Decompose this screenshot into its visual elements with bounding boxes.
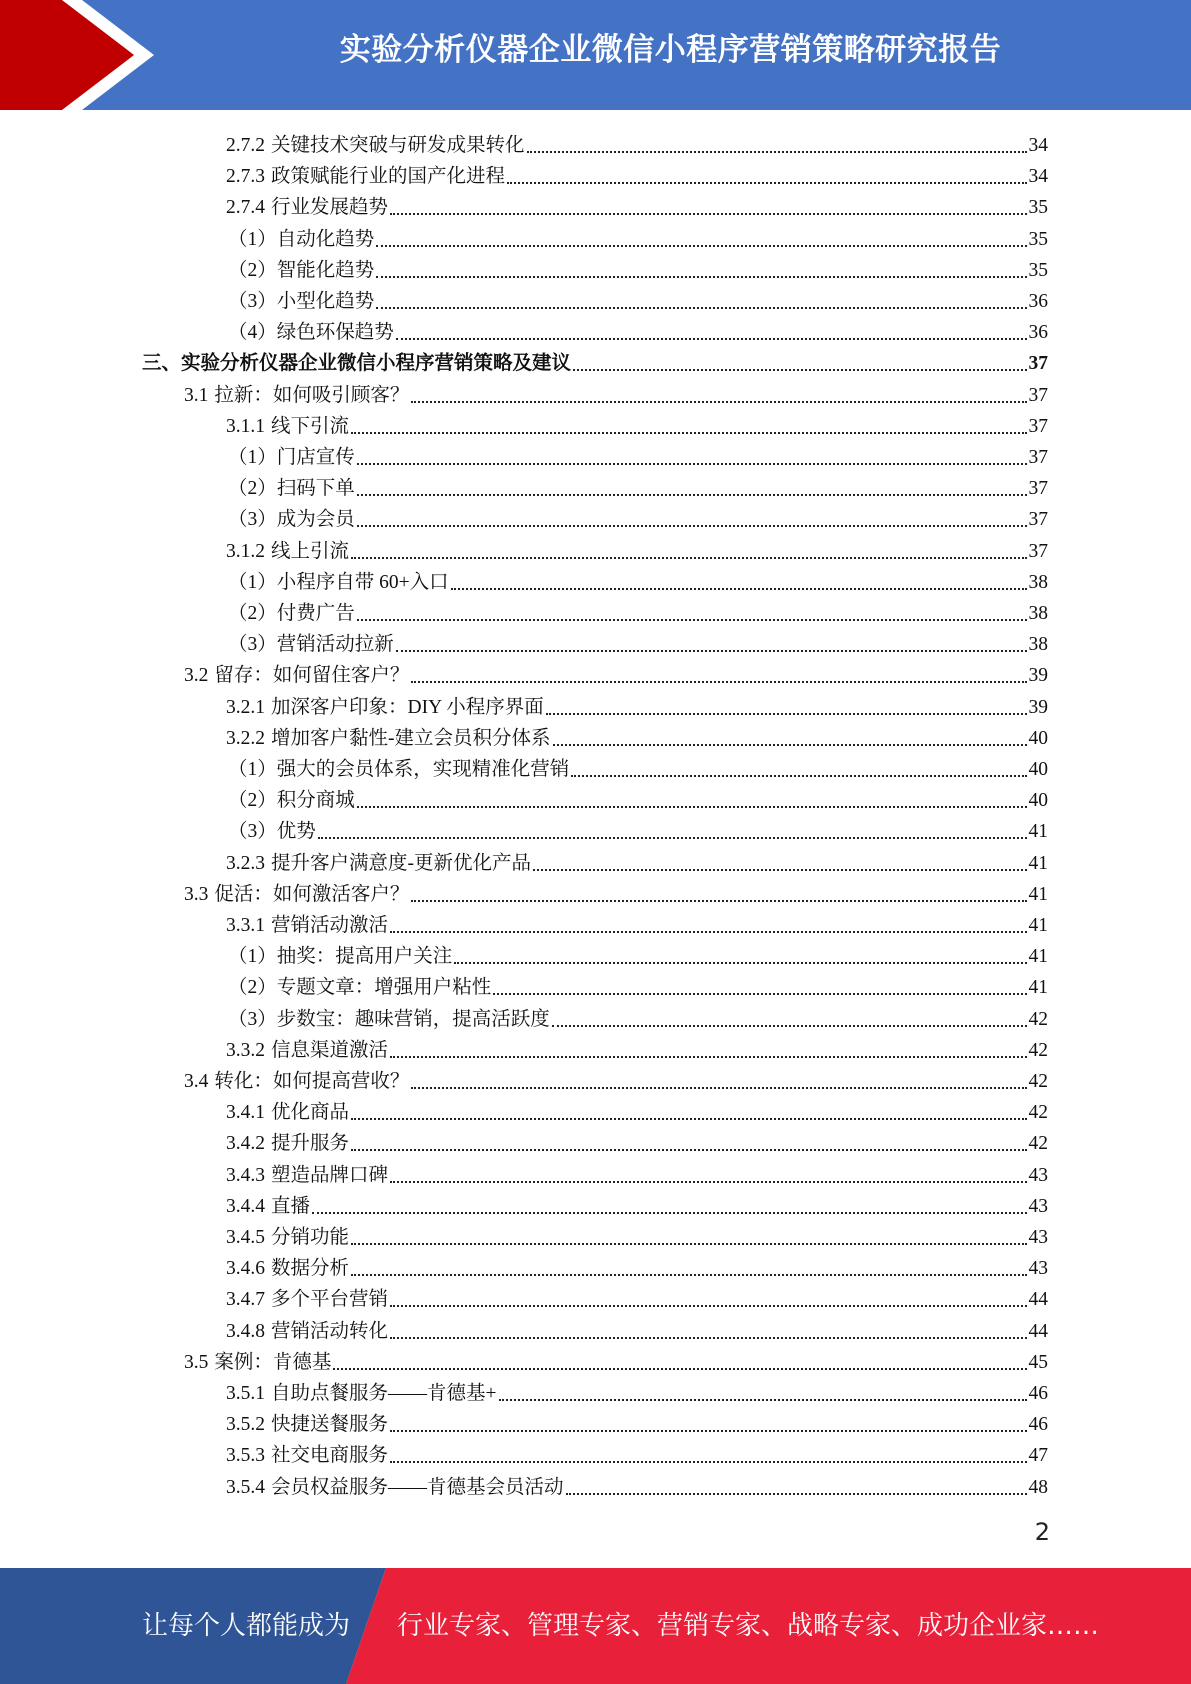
toc-entry-page: 39 — [1028, 696, 1048, 718]
toc-entry[interactable] — [228, 314, 1048, 345]
toc-entry-number: 3.5.2 — [226, 1414, 265, 1436]
toc-entry[interactable] — [228, 501, 1048, 532]
toc-dot-leader — [533, 869, 1027, 871]
toc-entry-title: 分销功能 — [271, 1227, 350, 1248]
toc-dot-leader — [527, 151, 1027, 153]
toc-entry-number: 2.7.2 — [226, 135, 265, 156]
toc-dot-leader — [357, 525, 1027, 527]
toc-dot-leader — [411, 900, 1026, 902]
toc-entry-number: 3.4.3 — [226, 1164, 265, 1186]
toc-dot-leader — [390, 1337, 1026, 1339]
toc-entry[interactable] — [226, 1219, 1048, 1250]
toc-entry-page: 34 — [1028, 135, 1048, 156]
toc-entry-title: 政策赋能行业的国产化进程 — [271, 166, 506, 188]
toc-dot-leader — [396, 338, 1027, 340]
toc-dot-leader — [546, 713, 1027, 715]
toc-entry-page: 38 — [1028, 571, 1048, 593]
toc-dot-leader — [411, 401, 1026, 403]
toc-entry-title: 案例：肯德基 — [214, 1351, 332, 1373]
toc-entry-number: （1） — [228, 946, 277, 968]
toc-entry-number: 3.4.6 — [226, 1258, 265, 1280]
toc-dot-leader — [552, 1025, 1027, 1027]
toc-dot-leader — [376, 307, 1026, 309]
toc-entry-number: 3.4 — [184, 1071, 209, 1092]
toc-entry-title: 智能化趋势 — [276, 259, 375, 281]
toc-entry-page: 37 — [1028, 509, 1048, 531]
toc-entry-title: 营销活动转化 — [271, 1320, 389, 1342]
toc-entry-page: 42 — [1028, 1102, 1048, 1124]
toc-entry-page: 37 — [1028, 353, 1048, 375]
toc-entry-title: 绿色环保趋势 — [276, 322, 394, 344]
toc-dot-leader — [390, 213, 1026, 215]
toc-entry-title: 提升服务 — [271, 1133, 350, 1155]
toc-entry-title: 积分商城 — [276, 790, 355, 812]
toc-entry[interactable] — [226, 720, 1048, 751]
toc-dot-leader — [351, 1149, 1026, 1151]
toc-entry-title: 行业发展趋势 — [271, 197, 389, 219]
toc-entry-page: 37 — [1028, 478, 1048, 500]
toc-entry-page: 48 — [1028, 1476, 1048, 1498]
toc-entry-page: 34 — [1028, 166, 1048, 188]
toc-entry[interactable] — [226, 1250, 1048, 1281]
toc-entry-page: 39 — [1028, 665, 1048, 687]
toc-entry[interactable] — [228, 470, 1048, 501]
toc-dot-leader — [499, 1399, 1027, 1401]
toc-entry[interactable] — [184, 876, 1048, 907]
toc-entry-page: 41 — [1028, 977, 1048, 999]
toc-entry-title: 付费广告 — [276, 603, 355, 624]
toc-entry-page: 41 — [1028, 946, 1048, 968]
footer-slogan-right: 行业专家、管理专家、营销专家、战略专家、成功企业家…… — [397, 1611, 1100, 1641]
toc-entry-number: 3.5.4 — [226, 1476, 265, 1498]
toc-entry-title: 小程序自带 60+入口 — [276, 571, 449, 593]
toc-entry-title: 自动化趋势 — [276, 228, 375, 250]
toc-entry-title: 多个平台营销 — [271, 1289, 389, 1311]
toc-entry[interactable] — [226, 408, 1048, 439]
toc-entry[interactable] — [226, 1375, 1048, 1406]
toc-dot-leader — [454, 962, 1026, 964]
toc-entry-title: 营销活动拉新 — [276, 634, 394, 656]
toc-entry[interactable] — [184, 1344, 1048, 1375]
toc-entry-number: （1） — [228, 571, 277, 593]
toc-dot-leader — [351, 557, 1026, 559]
toc-entry-page: 47 — [1028, 1445, 1048, 1467]
toc-entry-title: 线下引流 — [271, 415, 350, 437]
toc-entry-page: 42 — [1028, 1071, 1048, 1092]
toc-dot-leader — [351, 1243, 1026, 1245]
toc-entry-number: （3） — [228, 291, 277, 312]
toc-dot-leader — [390, 1430, 1026, 1432]
toc-entry-title: 增加客户黏性-建立会员积分体系 — [271, 727, 551, 749]
toc-entry[interactable] — [184, 657, 1048, 688]
toc-dot-leader — [351, 1118, 1026, 1120]
toc-entry-page: 41 — [1028, 852, 1048, 874]
toc-entry[interactable] — [226, 907, 1048, 938]
toc-entry-title: 小型化趋势 — [276, 291, 375, 312]
toc-entry-page: 37 — [1028, 384, 1048, 406]
toc-entry[interactable] — [226, 845, 1048, 876]
toc-entry[interactable] — [226, 1188, 1048, 1219]
toc-entry-number: （3） — [228, 509, 277, 531]
toc-entry[interactable] — [228, 938, 1048, 969]
toc-entry[interactable] — [228, 595, 1048, 626]
toc-dot-leader — [566, 1493, 1027, 1495]
toc-dot-leader — [571, 775, 1026, 777]
toc-entry[interactable] — [228, 1001, 1048, 1032]
toc-entry-page: 35 — [1028, 259, 1048, 281]
toc-dot-leader — [553, 744, 1027, 746]
page-number: 2 — [1034, 1518, 1050, 1546]
toc-dot-leader — [390, 1305, 1026, 1307]
toc-entry[interactable] — [226, 689, 1048, 720]
toc-entry-title: 塑造品牌口碑 — [271, 1164, 389, 1186]
toc-entry-title: 优化商品 — [271, 1102, 350, 1124]
toc-entry-number: （2） — [228, 259, 277, 281]
toc-entry[interactable] — [228, 626, 1048, 657]
toc-entry[interactable] — [226, 1157, 1048, 1188]
page-header — [0, 0, 1191, 110]
toc-entry[interactable] — [228, 564, 1048, 595]
toc-entry-page: 36 — [1028, 291, 1048, 312]
toc-entry[interactable] — [226, 1125, 1048, 1156]
toc-dot-leader — [411, 681, 1026, 683]
toc-entry-page: 41 — [1028, 821, 1048, 843]
toc-entry-number: 3.2.3 — [226, 852, 265, 874]
toc-dot-leader — [390, 1461, 1026, 1463]
toc-entry-number: （3） — [228, 821, 277, 843]
toc-entry-number: 3.4.4 — [226, 1195, 265, 1217]
toc-entry-page: 37 — [1028, 415, 1048, 437]
toc-entry-number: 3.4.5 — [226, 1227, 265, 1248]
toc-entry-title: 优势 — [276, 821, 316, 843]
toc-entry[interactable] — [226, 1313, 1048, 1344]
toc-entry-title: 步数宝：趣味营销，提高活跃度 — [276, 1008, 550, 1030]
toc-entry[interactable] — [226, 158, 1048, 189]
toc-entry[interactable] — [226, 1281, 1048, 1312]
toc-entry-title: 促活：如何激活客户？ — [214, 883, 410, 905]
toc-entry-page: 35 — [1028, 197, 1048, 219]
toc-entry-page: 36 — [1028, 322, 1048, 344]
toc-entry-page: 41 — [1028, 915, 1048, 936]
toc-dot-leader — [396, 650, 1027, 652]
toc-entry-number: 3.3.1 — [226, 915, 265, 936]
toc-entry[interactable] — [226, 1406, 1048, 1437]
toc-dot-leader — [411, 1087, 1026, 1089]
toc-entry-title: 营销活动激活 — [271, 915, 389, 936]
toc-entry-title: 留存：如何留住客户？ — [214, 665, 410, 687]
toc-entry-title: 提升客户满意度-更新优化产品 — [271, 852, 531, 874]
toc-dot-leader — [390, 1056, 1026, 1058]
toc-entry-number: 3.5.3 — [226, 1445, 265, 1467]
toc-entry-number: （2） — [228, 603, 277, 624]
toc-dot-leader — [333, 1368, 1026, 1370]
toc-entry-number: 3.5 — [184, 1351, 209, 1373]
toc-entry-title: 加深客户印象：DIY 小程序界面 — [271, 696, 544, 718]
toc-entry-page: 38 — [1028, 634, 1048, 656]
toc-entry[interactable] — [226, 1437, 1048, 1468]
toc-entry-title: 成为会员 — [276, 509, 355, 531]
toc-entry-number: 2.7.3 — [226, 166, 265, 188]
toc-dot-leader — [451, 588, 1027, 590]
toc-entry-title: 直播 — [271, 1195, 311, 1217]
toc-dot-leader — [351, 432, 1026, 434]
toc-entry-page: 43 — [1028, 1164, 1048, 1186]
toc-entry[interactable] — [184, 377, 1048, 408]
toc-entry-page: 46 — [1028, 1383, 1048, 1404]
toc-entry-page: 41 — [1028, 883, 1048, 905]
toc-entry-number: 3.2 — [184, 665, 209, 687]
toc-entry-title: 实验分析仪器企业微信小程序营销策略及建议 — [181, 353, 572, 375]
toc-entry-page: 38 — [1028, 603, 1048, 624]
toc-entry-page: 46 — [1028, 1414, 1048, 1436]
toc-dot-leader — [573, 369, 1026, 371]
toc-entry-title: 关键技术突破与研发成果转化 — [271, 135, 525, 156]
toc-entry-number: （3） — [228, 634, 277, 656]
toc-entry-page: 43 — [1028, 1227, 1048, 1248]
toc-entry-page: 37 — [1028, 447, 1048, 468]
toc-entry[interactable] — [228, 782, 1048, 813]
toc-entry[interactable] — [184, 1063, 1048, 1094]
toc-entry-number: （2） — [228, 977, 277, 999]
toc-entry-title: 信息渠道激活 — [271, 1039, 389, 1061]
toc-entry-title: 强大的会员体系，实现精准化营销 — [276, 759, 570, 780]
toc-dot-leader — [312, 1212, 1026, 1214]
toc-dot-leader — [318, 837, 1027, 839]
toc-entry-title: 自助点餐服务——肯德基+ — [271, 1383, 497, 1404]
toc-entry-number: 3.5.1 — [226, 1383, 265, 1404]
toc-entry-number: 3.4.1 — [226, 1102, 265, 1124]
header-title: 实验分析仪器企业微信小程序营销策略研究报告 — [339, 32, 1002, 68]
toc-entry-number: 3.4.7 — [226, 1289, 265, 1311]
toc-entry-title: 线上引流 — [271, 540, 350, 562]
toc-entry-number: 3.3 — [184, 883, 209, 905]
toc-entry-title: 数据分析 — [271, 1258, 350, 1280]
toc-entry-page: 42 — [1028, 1039, 1048, 1061]
toc-entry-page: 45 — [1028, 1351, 1048, 1373]
toc-entry-number: 三、 — [142, 353, 182, 375]
toc-entry[interactable] — [226, 1469, 1048, 1500]
toc-entry-number: 3.4.8 — [226, 1320, 265, 1342]
toc-dot-leader — [351, 1274, 1026, 1276]
toc-dot-leader — [357, 494, 1027, 496]
toc-entry-number: （4） — [228, 322, 277, 344]
toc-entry-page: 44 — [1028, 1320, 1048, 1342]
toc-entry[interactable] — [142, 345, 1048, 376]
toc-entry-page: 37 — [1028, 540, 1048, 562]
toc-entry[interactable] — [226, 127, 1048, 158]
toc-entry-title: 扫码下单 — [276, 478, 355, 500]
toc-entry-number: 3.1.2 — [226, 540, 265, 562]
toc-entry[interactable] — [226, 1094, 1048, 1125]
toc-dot-leader — [507, 182, 1026, 184]
toc-entry-number: 3.2.2 — [226, 727, 265, 749]
toc-entry-number: 3.4.2 — [226, 1133, 265, 1155]
toc-entry-page: 43 — [1028, 1258, 1048, 1280]
toc-entry[interactable] — [226, 1032, 1048, 1063]
toc-dot-leader — [493, 993, 1026, 995]
toc-entry-page: 42 — [1028, 1008, 1048, 1030]
toc-entry[interactable] — [228, 283, 1048, 314]
toc-entry-number: （2） — [228, 790, 277, 812]
toc-entry-number: 3.1 — [184, 384, 209, 406]
toc-dot-leader — [390, 931, 1026, 933]
toc-entry-number: 3.3.2 — [226, 1039, 265, 1061]
toc-entry-number: （1） — [228, 759, 277, 780]
toc-entry-page: 40 — [1028, 759, 1048, 780]
toc-entry-title: 快捷送餐服务 — [271, 1414, 389, 1436]
toc-entry-number: （3） — [228, 1008, 277, 1030]
toc-entry-page: 44 — [1028, 1289, 1048, 1311]
footer-slogan-left: 让每个人都能成为 — [142, 1611, 351, 1641]
toc-dot-leader — [357, 463, 1027, 465]
toc-entry-title: 拉新：如何吸引顾客？ — [214, 384, 410, 406]
toc-dot-leader — [357, 619, 1027, 621]
toc-entry-number: 2.7.4 — [226, 197, 265, 219]
toc-entry[interactable] — [228, 969, 1048, 1000]
toc-entry-page: 40 — [1028, 727, 1048, 749]
toc-entry-page: 40 — [1028, 790, 1048, 812]
toc-entry-title: 社交电商服务 — [271, 1445, 389, 1467]
toc-entry-title: 转化：如何提高营收？ — [214, 1071, 410, 1092]
toc-entry[interactable] — [228, 813, 1048, 844]
toc-dot-leader — [376, 276, 1026, 278]
toc-entry-page: 43 — [1028, 1195, 1048, 1217]
toc-entry-page: 35 — [1028, 228, 1048, 250]
toc-entry[interactable] — [228, 751, 1048, 782]
toc-dot-leader — [357, 806, 1027, 808]
toc-entry-title: 门店宣传 — [276, 447, 355, 468]
toc-entry-number: （1） — [228, 228, 277, 250]
toc-entry-number: 3.2.1 — [226, 696, 265, 718]
toc-entry-number: 3.1.1 — [226, 415, 265, 437]
toc-entry[interactable] — [228, 439, 1048, 470]
toc-entry[interactable] — [228, 252, 1048, 283]
toc-entry[interactable] — [226, 533, 1048, 564]
toc-entry-title: 会员权益服务——肯德基会员活动 — [271, 1476, 564, 1498]
toc-entry[interactable] — [226, 189, 1048, 220]
toc-entry-title: 专题文章：增强用户粘性 — [276, 977, 492, 999]
toc-entry-number: （2） — [228, 478, 277, 500]
toc-entry[interactable] — [228, 221, 1048, 252]
toc-entry-page: 42 — [1028, 1133, 1048, 1155]
toc-dot-leader — [390, 1181, 1026, 1183]
page-footer — [0, 1568, 1191, 1684]
toc-entry-number: （1） — [228, 447, 277, 468]
toc-entry-title: 抽奖：提高用户关注 — [276, 946, 453, 968]
toc-dot-leader — [376, 245, 1026, 247]
